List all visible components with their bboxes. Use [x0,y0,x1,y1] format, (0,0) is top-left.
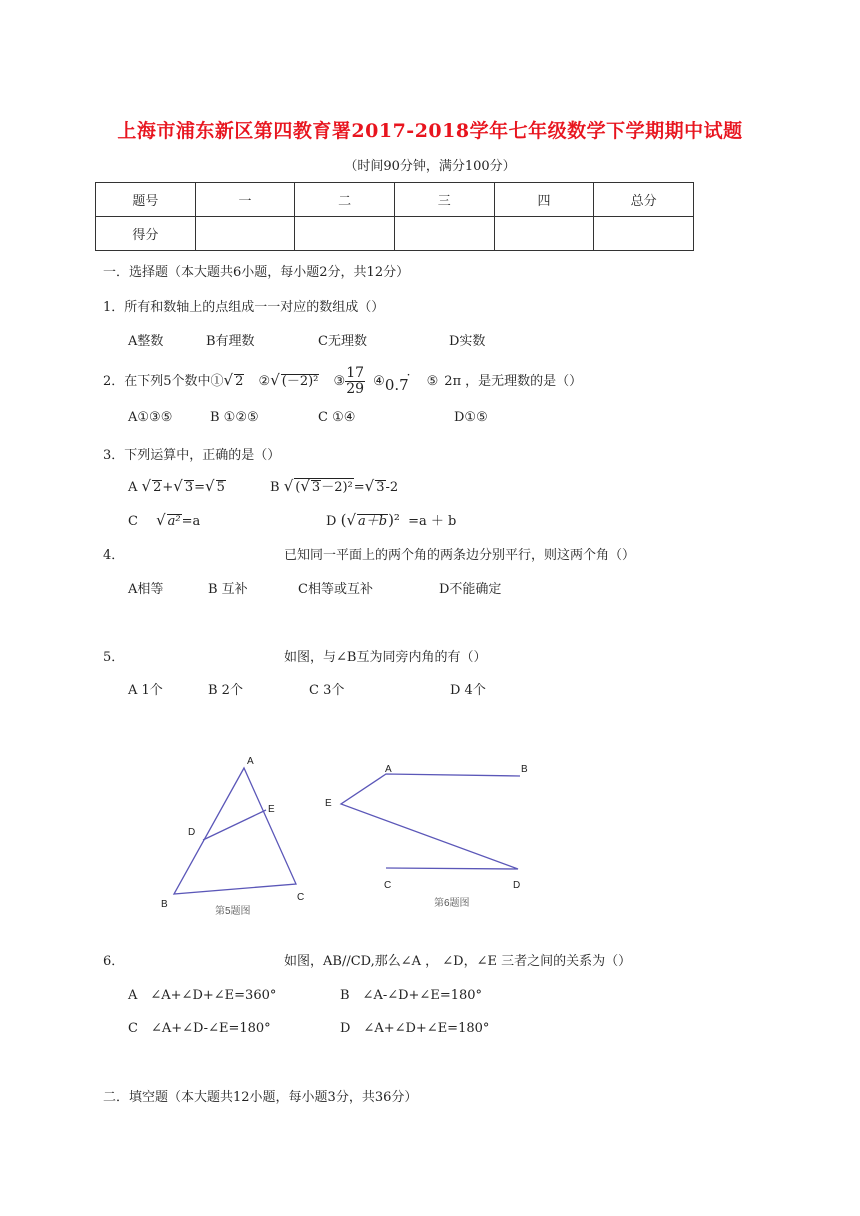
q2-repeating-dot: · [406,368,411,382]
q6-number: 6． [103,954,125,969]
q3-b-result-radicand: 3 [376,480,385,495]
q2-number-2: (－2)² [281,374,319,389]
q2-fraction-numerator: 17 [346,365,365,381]
q2-option-c: C ①④ [318,410,356,425]
q3-a-equals: = [194,480,206,495]
sqrt-symbol: √ [223,371,234,389]
q2-fraction-denominator: 29 [346,381,365,397]
q4-stem: 已知同一平面上的两个角的两条边分别平行，则这两个角（） [284,548,636,563]
q3-c-radicand: a² [167,514,181,529]
section2-heading: 二．填空题（本大题共12小题，每小题3分，共36分） [103,1090,418,1105]
score-header-cell: 总分 [594,183,694,217]
q3-option-d [326,510,456,532]
sqrt-symbol: √ [346,511,356,529]
q2-number-5: 2π [444,374,462,389]
q2-stem [103,366,582,397]
q3-b-radicand [294,478,353,495]
fig6-label-c: C [384,880,392,891]
score-row-label: 得分 [96,217,196,251]
sqrt-symbol: √ [156,511,166,529]
fig6-caption: 第6题图 [434,898,470,909]
q5-stem: 如图，与∠B互为同旁内角的有（） [284,650,487,665]
q2-fraction [345,366,365,397]
q5-number: 5． [103,650,125,665]
q1-option-a: A整数 [128,334,164,349]
fig5-label-e: E [268,804,275,815]
sqrt-symbol: √ [173,477,183,495]
q1-option-c: C无理数 [318,334,367,349]
q5-option-d: D 4个 [450,683,486,698]
score-header-cell: 一 [195,183,295,217]
path-abedc [341,774,520,869]
fig6-label-d: D [513,880,521,891]
q3-a-label: A [128,480,138,495]
exam-subtitle: （时间90分钟，满分100分） [344,159,516,174]
q2-stem-suffix: ，是无理数的是（） [465,374,583,389]
q5-option-b: B 2个 [208,683,243,698]
q3-d-open: ( [340,511,347,529]
section1-heading: 一．选择题（本大题共6小题，每小题2分，共12分） [103,265,410,280]
q3-b-equals: = [353,480,365,495]
figure-6 [325,764,528,909]
fig5-caption: 第5题图 [215,906,251,917]
q2-option-d: D①⑤ [454,410,488,425]
q3-c-tail: =a [181,514,201,529]
q3-b-tail: -2 [385,480,399,495]
q3-a-radicand-2: 3 [184,480,194,495]
score-table-header-row [96,183,694,217]
score-cell [394,217,494,251]
q4-option-a: A相等 [128,582,164,597]
score-cell [295,217,395,251]
score-table [95,182,694,251]
sqrt-symbol: √ [141,477,152,495]
q3-b-label: B [270,480,280,495]
figure-5 [161,756,304,917]
q1-stem: 1．所有和数轴上的点组成一一对应的数组成（） [103,300,385,315]
q2-stem-prefix: 2．在下列5个数中① [103,374,224,389]
q4-option-d: D不能确定 [439,582,502,597]
q3-d-close: )² [388,511,400,529]
score-header-cell: 题号 [96,183,196,217]
figures [0,740,860,930]
sqrt-symbol: √ [300,477,310,495]
q3-d-radicand: a＋b [358,514,388,529]
q3-stem: 3．下列运算中，正确的是（） [103,448,281,463]
q2-circled-2: ② [258,374,271,389]
q3-d-tail: =a ＋ b [408,514,457,529]
q1-option-d: D实数 [449,334,486,349]
q4-option-b: B 互补 [208,582,248,597]
q2-circled-3: ③ [333,374,346,389]
q3-option-c [128,510,200,532]
q1-option-b: B有理数 [206,334,255,349]
q2-number-4: 0.7 [384,376,409,394]
q2-option-a: A①③⑤ [128,410,173,425]
q6-option-a: A ∠A+∠D+∠E=360° [128,988,277,1003]
score-header-cell: 二 [295,183,395,217]
fig6-label-b: B [521,764,528,775]
score-cell [195,217,295,251]
fig5-label-b: B [161,899,168,910]
q6-option-b: B ∠A-∠D+∠E=180° [340,988,483,1003]
fig5-label-c: C [297,892,305,903]
q3-a-radicand-1: 2 [153,480,162,495]
q4-number: 4． [103,548,125,563]
q3-option-b [270,476,398,498]
sqrt-symbol: √ [283,477,294,495]
fig6-label-e: E [325,798,332,809]
sqrt-symbol: √ [270,371,280,389]
score-table-score-row [96,217,694,251]
q3-b-middle: －2)² [321,480,353,495]
q3-option-a [128,476,226,498]
q6-option-c: C ∠A+∠D-∠E=180° [128,1021,271,1036]
score-header-cell: 四 [494,183,594,217]
q2-circled-4: ④ [373,374,385,389]
q3-a-radicand-3: 5 [216,480,225,495]
fig5-label-d: D [188,827,196,838]
score-cell [494,217,594,251]
fig5-label-a: A [247,756,254,767]
q3-c-label: C [128,514,138,529]
q2-circled-5: ⑤ [426,374,439,389]
q6-stem: 如图，AB//CD,那么∠A ， ∠D，∠E 三者之间的关系为（） [284,954,632,969]
q5-option-a: A 1个 [128,683,163,698]
q6-option-d: D ∠A+∠D+∠E=180° [340,1021,490,1036]
fig6-label-a: A [385,764,392,775]
q2-option-b: B ①②⑤ [210,410,259,425]
q5-option-c: C 3个 [309,683,345,698]
sqrt-symbol: √ [364,477,375,495]
score-cell [594,217,694,251]
q3-d-label: D [326,514,337,529]
score-header-cell: 三 [394,183,494,217]
q4-option-c: C相等或互补 [298,582,373,597]
sqrt-symbol: √ [205,477,215,495]
q3-b-open-paren: ( [295,480,301,495]
q2-number-1: 2 [235,374,244,389]
q3-a-plus: + [162,480,174,495]
page-title: 上海市浦东新区第四教育署2017-2018学年七年级数学下学期期中试题 [117,120,743,142]
q3-b-inner-radicand: 3 [311,480,321,495]
